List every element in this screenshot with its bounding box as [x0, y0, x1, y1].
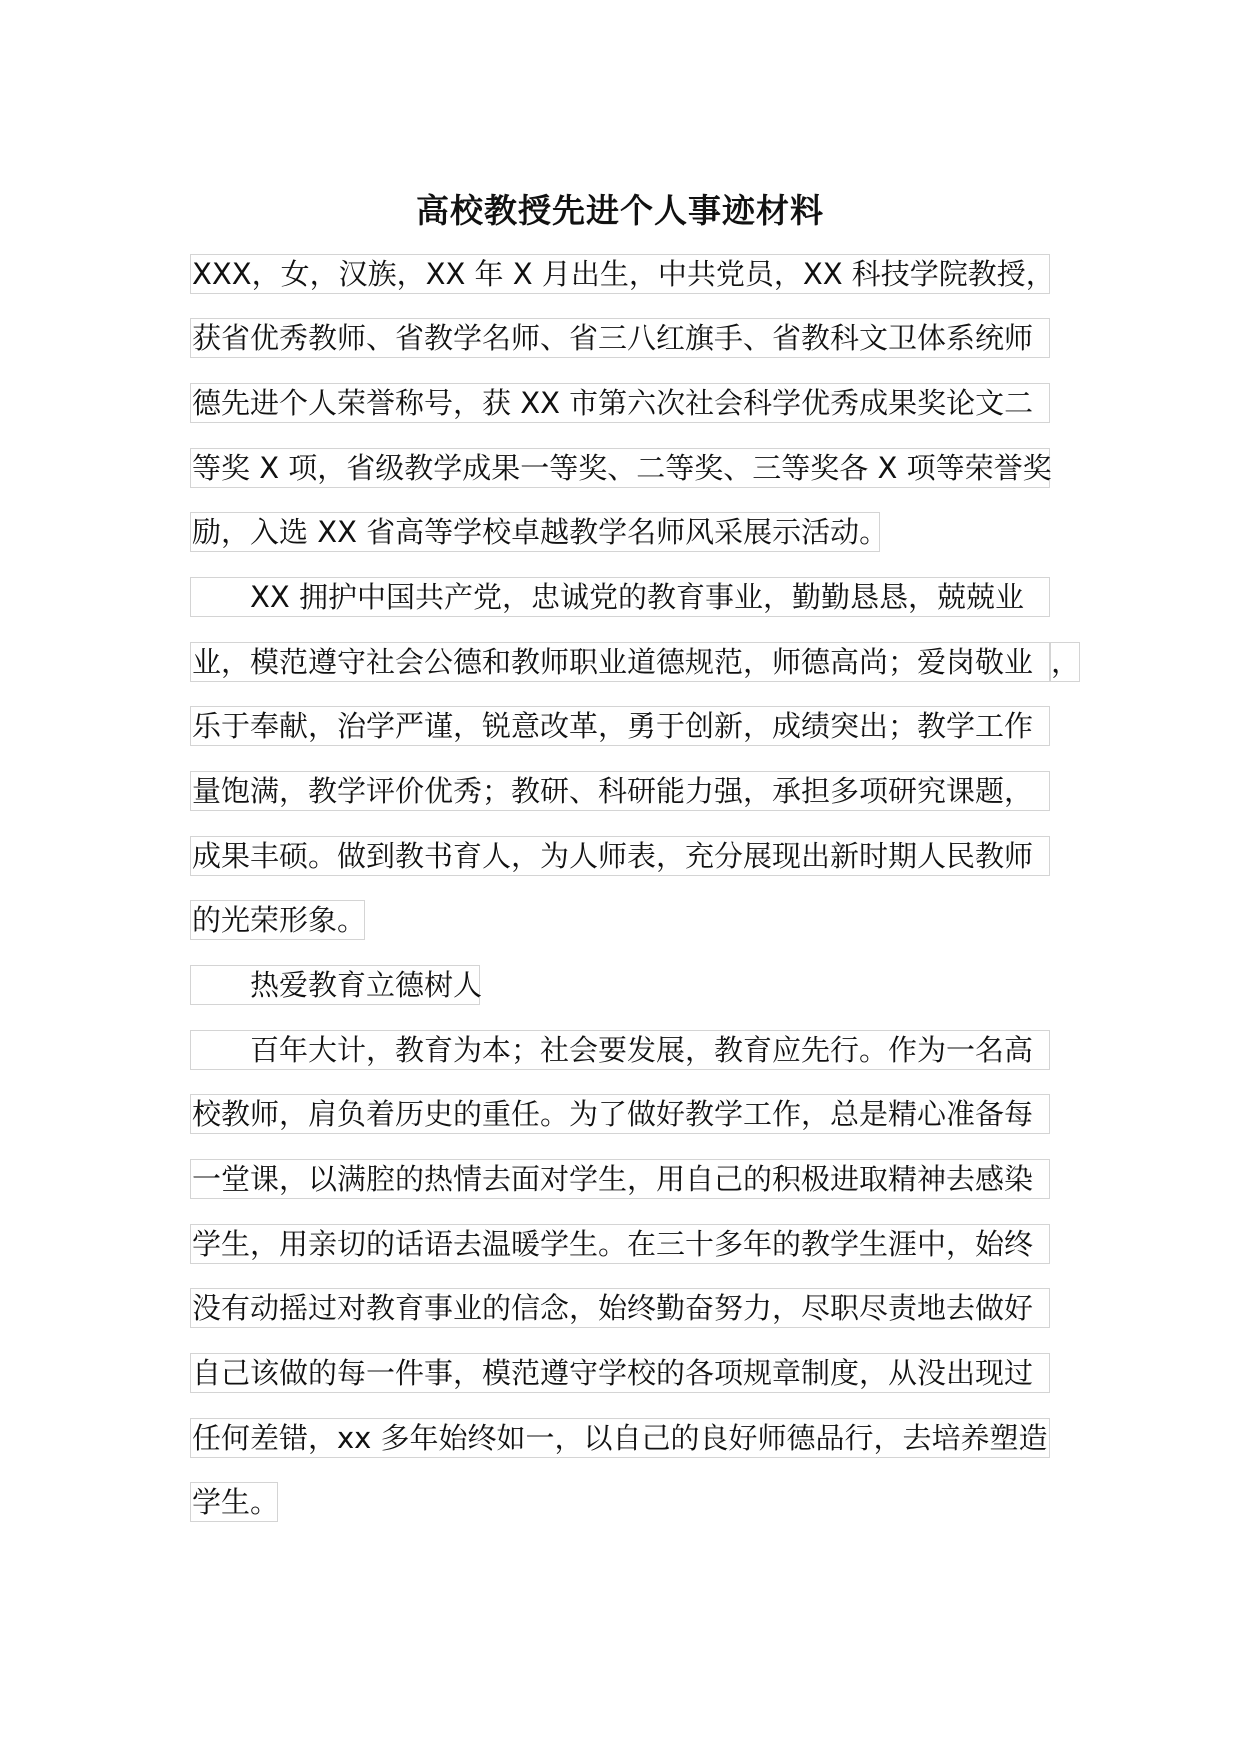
text-line: 获省优秀教师、省教学名师、省三八红旗手、省教科文卫体系统师: [190, 318, 1050, 358]
text-line: 学生，用亲切的话语去温暖学生。在三十多年的教学生涯中，始终: [190, 1224, 1050, 1264]
text-line: 等奖 X 项，省级教学成果一等奖、二等奖、三等奖各 X 项等荣誉奖: [190, 448, 1050, 488]
text-line: 一堂课，以满腔的热情去面对学生，用自己的积极进取精神去感染: [190, 1159, 1050, 1199]
text-line: 的光荣形象。: [190, 900, 365, 940]
text-line: 成果丰硕。做到教书育人，为人师表，充分展现出新时期人民教师: [190, 836, 1050, 876]
text-line: 自己该做的每一件事，模范遵守学校的各项规章制度，从没出现过: [190, 1353, 1050, 1393]
text-line: 量饱满，教学评价优秀；教研、科研能力强，承担多项研究课题，: [190, 771, 1050, 811]
overflow-punctuation: ，: [1050, 642, 1080, 682]
text-line: 学生。: [190, 1482, 278, 1522]
text-line: 校教师，肩负着历史的重任。为了做好教学工作，总是精心准备每: [190, 1094, 1050, 1134]
text-line: 任何差错，xx 多年始终如一，以自己的良好师德品行，去培养塑造: [190, 1418, 1050, 1458]
text-line: 没有动摇过对教育事业的信念，始终勤奋努力，尽职尽责地去做好: [190, 1288, 1050, 1328]
text-line: 励，入选 XX 省高等学校卓越教学名师风采展示活动。: [190, 512, 880, 552]
text-line: XXX，女，汉族，XX 年 X 月出生，中共党员，XX 科技学院教授，: [190, 254, 1050, 294]
text-line: 德先进个人荣誉称号，获 XX 市第六次社会科学优秀成果奖论文二: [190, 383, 1050, 423]
text-line: XX 拥护中国共产党，忠诚党的教育事业，勤勤恳恳，兢兢业: [190, 577, 1050, 617]
document-title: 高校教授先进个人事迹材料: [416, 191, 824, 230]
text-line: 业，模范遵守社会公德和教师职业道德规范，师德高尚；爱岗敬业: [190, 642, 1050, 682]
text-line: 百年大计，教育为本；社会要发展，教育应先行。作为一名高: [190, 1030, 1050, 1070]
text-line: 乐于奉献，治学严谨，锐意改革，勇于创新，成绩突出；教学工作: [190, 706, 1050, 746]
section-heading: 热爱教育立德树人: [190, 965, 480, 1005]
